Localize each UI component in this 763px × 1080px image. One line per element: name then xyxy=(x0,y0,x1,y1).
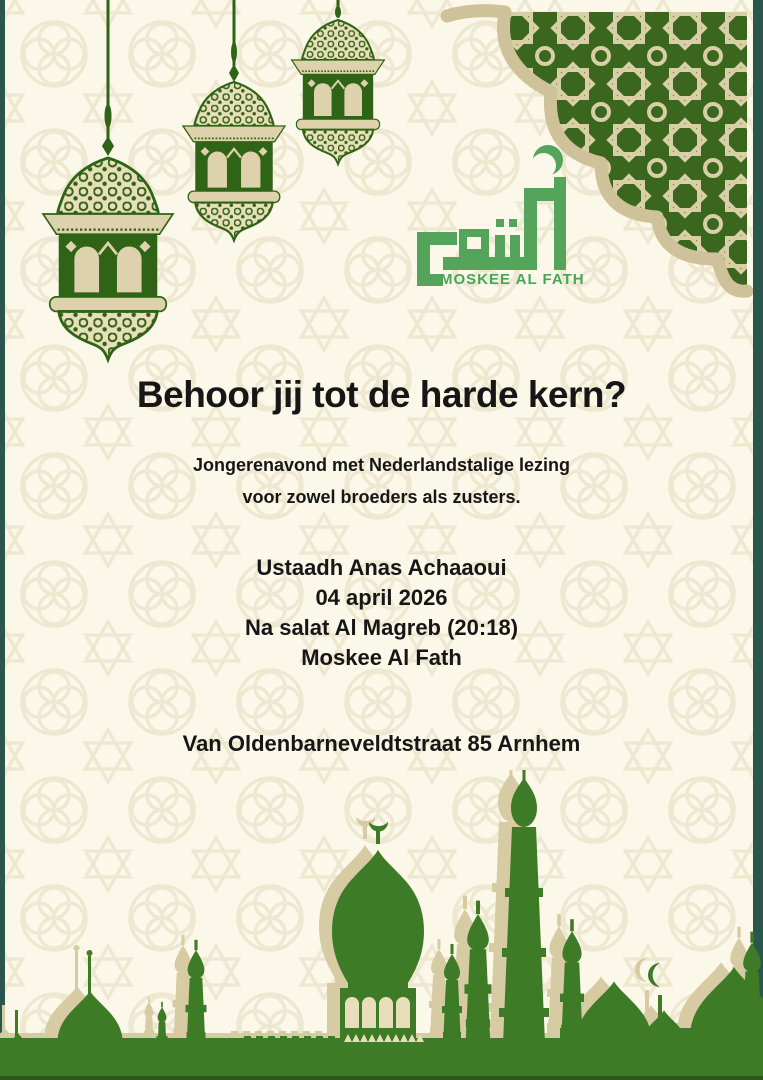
event-time: Na salat Al Magreb (20:18) xyxy=(244,615,519,640)
event-subtitle xyxy=(0,449,763,513)
event-subtitle-line1: Jongerenavond met Nederlandstalige lezing xyxy=(192,455,571,475)
event-details xyxy=(0,553,763,673)
event-subtitle-line2: voor zowel broeders als zusters. xyxy=(242,487,521,507)
event-address: Van Oldenbarneveldtstraat 85 Arnhem xyxy=(182,731,581,756)
al-fath-logo xyxy=(405,140,575,290)
bottom-border xyxy=(0,1076,763,1080)
mosque-silhouette-icon xyxy=(0,770,763,1080)
event-date: 04 april 2026 xyxy=(315,585,448,610)
event-venue: Moskee Al Fath xyxy=(301,645,462,670)
event-heading: Behoor jij tot de harde kern? xyxy=(136,374,627,415)
logo-wordmark: MOSKEE AL FATH xyxy=(440,271,585,288)
speaker-name: Ustaadh Anas Achaaoui xyxy=(256,555,507,580)
lantern-icons xyxy=(0,0,420,380)
